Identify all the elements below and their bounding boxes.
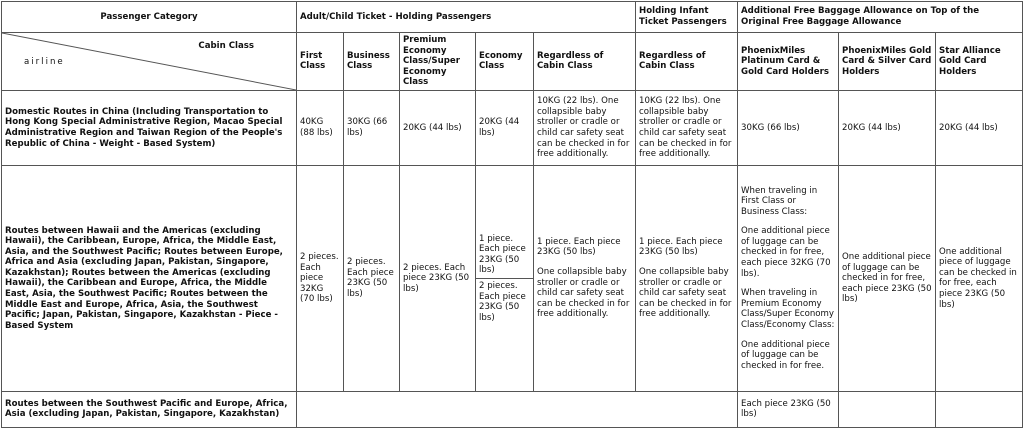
cell-regardless: 10KG (22 lbs). One collapsible baby stroller or cradle or child car safety seat can be checked in for free additionally. bbox=[534, 90, 636, 165]
cell-premium: 2 pieces. Each piece 23KG (50 lbs) bbox=[400, 165, 476, 391]
airline-label: airline bbox=[24, 57, 65, 67]
adult-child-header: Adult/Child Ticket - Holding Passengers bbox=[297, 2, 636, 33]
cell-star: One additional piece of luggage can be checked in for free, each piece 23KG (50 lbs) bbox=[936, 165, 1023, 391]
cell-platinum: 30KG (66 lbs) bbox=[738, 90, 839, 165]
cell-infant: 10KG (22 lbs). One collapsible baby stroller or cradle or child car safety seat can be checked in for free additionally. bbox=[636, 90, 738, 165]
platinum-text-3: When traveling in Premium Economy Class/Super Economy Class/Economy Class: bbox=[741, 288, 835, 331]
holding-infant-header: Holding Infant Ticket Passengers bbox=[636, 2, 738, 33]
cell-regardless bbox=[534, 165, 636, 391]
cell-premium: 20KG (44 lbs) bbox=[400, 90, 476, 165]
cell-economy: 20KG (44 lbs) bbox=[476, 90, 534, 165]
col-premium-economy: Premium Economy Class/Super Economy Class bbox=[400, 33, 476, 91]
economy-top-text: 1 piece. Each piece 23KG (50 lbs) bbox=[479, 233, 526, 276]
regardless-text-2: One collapsible baby stroller or cradle or child car safety seat can be checked in for free additionally. bbox=[537, 267, 630, 320]
cell-blank bbox=[297, 391, 738, 427]
economy-top bbox=[476, 166, 533, 279]
cell-economy-split bbox=[476, 165, 534, 391]
row-label-southwest: Routes between the Southwest Pacific and Europe, Africa, Asia (excluding Japan, Pakistan, Singapore, Kazakhstan) bbox=[2, 391, 297, 427]
table-row bbox=[2, 90, 1023, 165]
col-regardless-cabin: Regardless of Cabin Class bbox=[534, 33, 636, 91]
platinum-text-1: When traveling in First Class or Business Class: bbox=[741, 185, 818, 217]
additional-allowance-header: Additional Free Baggage Allowance on Top of the Original Free Baggage Allowance bbox=[738, 2, 1023, 33]
col-business-class: Business Class bbox=[344, 33, 400, 91]
platinum-text-2: One additional piece of luggage can be checked in for free, each piece 32KG (70 lbs). bbox=[741, 226, 831, 279]
table-row bbox=[2, 391, 1023, 427]
col-star-alliance: Star Alliance Gold Card Holders bbox=[936, 33, 1023, 91]
economy-bottom-text: 2 pieces. Each piece 23KG (50 lbs) bbox=[479, 280, 526, 323]
row-label-domestic: Domestic Routes in China (Including Transportation to Hong Kong Special Administrative Region, Macao Special Administrative Region and Taiwan Region of the People's Republic of China - Weight - Based System) bbox=[2, 90, 297, 165]
col-platinum-gold: PhoenixMiles Platinum Card & Gold Card Holders bbox=[738, 33, 839, 91]
col-economy-class: Economy Class bbox=[476, 33, 534, 91]
cell-star bbox=[936, 391, 1023, 427]
cell-first: 40KG (88 lbs) bbox=[297, 90, 344, 165]
platinum-text-4: One additional piece of luggage can be checked in for free. bbox=[741, 339, 830, 371]
economy-bottom bbox=[476, 279, 533, 391]
cell-business: 2 pieces. Each piece 23KG (50 lbs) bbox=[344, 165, 400, 391]
infant-text-2: One collapsible baby stroller or cradle or child car safety seat can be checked in for free additionally. bbox=[639, 267, 732, 320]
cell-infant bbox=[636, 165, 738, 391]
baggage-allowance-table bbox=[1, 1, 1023, 428]
cell-first: 2 pieces. Each piece 32KG (70 lbs) bbox=[297, 165, 344, 391]
col-gold-silver: PhoenixMiles Gold Card & Silver Card Holders bbox=[839, 33, 936, 91]
cell-platinum bbox=[738, 165, 839, 391]
row-label-piece: Routes between Hawaii and the Americas (excluding Hawaii), the Caribbean, Europe, Africa, the Middle East, Asia, and the Southwest Pacific; Routes between Europe, Africa and Asia (excluding Japan, Pakistan, Singapore, Kazakhstan); Routes between the Americas (excluding Hawaii), the Caribbean and Europe, Africa, the Middle East, Asia, the Southwest Pacific; Routes between the Middle East and Europe, Africa, Asia, the Southwest Pacific; Japan, Pakistan, Singapore, Kazakhstan - Piece - Based System bbox=[2, 165, 297, 391]
table-row bbox=[2, 165, 1023, 391]
cabin-class-label: Cabin Class bbox=[198, 41, 254, 51]
cell-business: 30KG (66 lbs) bbox=[344, 90, 400, 165]
cabin-airline-diagonal-cell bbox=[2, 33, 297, 91]
regardless-text-1: 1 piece. Each piece 23KG (50 lbs) bbox=[537, 236, 621, 258]
cell-platinum: Each piece 23KG (50 lbs) bbox=[738, 391, 839, 427]
cell-gold-silver: One additional piece of luggage can be checked in for free, each piece 23KG (50 lbs) bbox=[839, 165, 936, 391]
cell-gold-silver bbox=[839, 391, 936, 427]
cell-star: 20KG (44 lbs) bbox=[936, 90, 1023, 165]
col-first-class: First Class bbox=[297, 33, 344, 91]
infant-text-1: 1 piece. Each piece 23KG (50 lbs) bbox=[639, 236, 723, 258]
col-infant-regardless-cabin: Regardless of Cabin Class bbox=[636, 33, 738, 91]
passenger-category-header: Passenger Category bbox=[2, 2, 297, 33]
cell-gold-silver: 20KG (44 lbs) bbox=[839, 90, 936, 165]
